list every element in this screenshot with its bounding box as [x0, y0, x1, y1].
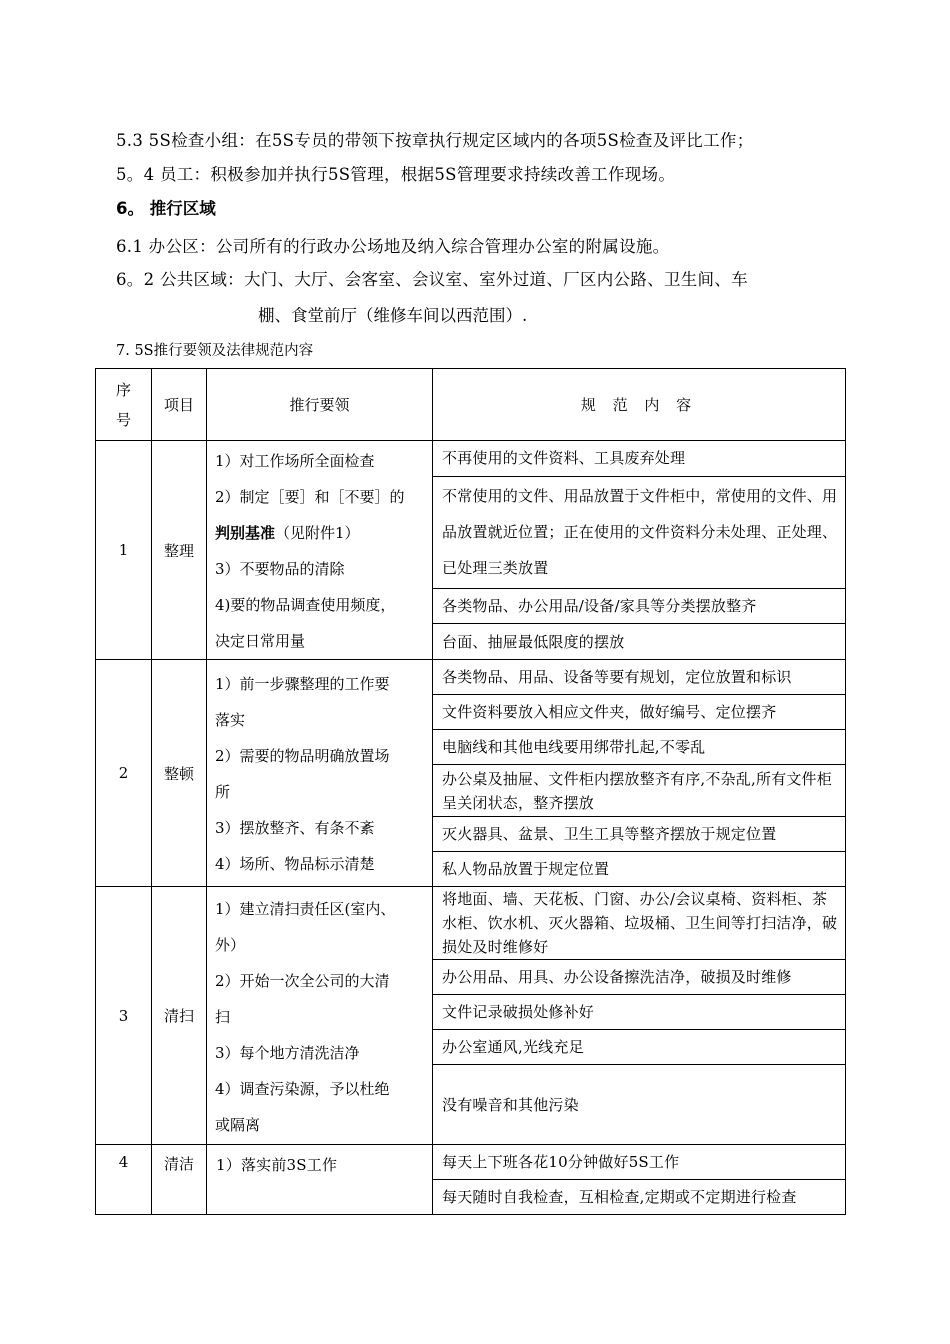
- section-heading-7: 7. 5S推行要领及法律规范内容: [116, 343, 314, 359]
- norm-cell: 文件记录破损处修补好: [433, 995, 846, 1030]
- row-key-points: 1）前一步骤整理的工作要 落实 2）需要的物品明确放置场 所 3）摆放整齐、有条不紊 4）场所、物品标示清楚: [207, 660, 433, 887]
- row-item: 整顿: [152, 660, 207, 887]
- paragraph-5-3: 5.3 5S检查小组：在5S专员的带领下按章执行规定区域内的各项5S检查及评比工作；: [116, 131, 754, 150]
- norm-cell: 每天上下班各花10分钟做好5S工作: [433, 1145, 846, 1180]
- norm-cell: 办公室通风,光线充足: [433, 1030, 846, 1065]
- table-row: [96, 660, 846, 695]
- row-seq: 2: [96, 660, 152, 887]
- norm-cell: 办公桌及抽屉、文件柜内摆放整齐有序,不杂乱,所有文件柜呈关闭状态，整齐摆放: [433, 765, 846, 817]
- paragraph-6-2-continued: 棚、食堂前厅（维修车间以西范围）.: [258, 306, 528, 325]
- norm-cell: 将地面、墙、天花板、门窗、办公/会议桌椅、资料柜、茶水柜、饮水机、灭火器箱、垃圾桶、卫生间等打扫洁净，破损处及时维修好: [433, 887, 846, 960]
- row-key-points: 1）建立清扫责任区(室内、 外） 2）开始一次全公司的大清 扫 3）每个地方清洗洁净 4）调查污染源，予以杜绝 或隔离: [207, 887, 433, 1145]
- 5s-table: [95, 368, 846, 1215]
- paragraph-6-1: 6.1 办公区：公司所有的行政办公场地及纳入综合管理办公室的附属设施。: [116, 237, 670, 256]
- norm-cell: 每天随时自我检查，互相检查,定期或不定期进行检查: [433, 1180, 846, 1215]
- row-item: 清扫: [152, 887, 207, 1145]
- norm-cell: 私人物品放置于规定位置: [433, 852, 846, 887]
- norm-cell: 电脑线和其他电线要用绑带扎起,不零乱: [433, 730, 846, 765]
- norm-cell: 没有噪音和其他污染: [433, 1065, 846, 1145]
- row-seq: 3: [96, 887, 152, 1145]
- paragraph-5-4: 5。4 员工：积极参加并执行5S管理，根据5S管理要求持续改善工作现场。: [116, 165, 676, 184]
- norm-cell: 不常使用的文件、用品放置于文件柜中，常使用的文件、用品放置就近位置；正在使用的文件资料分未处理、正处理、已处理三类放置: [433, 476, 846, 588]
- row-seq: 4: [96, 1145, 152, 1215]
- header-seq: 序 号: [96, 369, 152, 441]
- table-row: [96, 441, 846, 477]
- criteria-bold: 判别基准: [215, 524, 276, 542]
- row-key-points: 1）落实前3S工作: [207, 1145, 433, 1215]
- norm-cell: 不再使用的文件资料、工具废弃处理: [433, 441, 846, 477]
- table-header-row: [96, 369, 846, 441]
- header-key-points: 推行要领: [207, 369, 433, 441]
- norm-cell: 文件资料要放入相应文件夹，做好编号、定位摆齐: [433, 695, 846, 730]
- header-norm-content: 规 范 内 容: [433, 369, 846, 441]
- table-row: [96, 1145, 846, 1180]
- row-item: 清洁: [152, 1145, 207, 1215]
- row-key-points: 1）对工作场所全面检查 2）制定［要］和［不要］的 判别基准（见附件1） 3）不要物品的清除 4)要的物品调查使用频度， 决定日常用量: [207, 441, 433, 660]
- paragraph-6-2: 6。2 公共区域：大门、大厅、会客室、会议室、室外过道、厂区内公路、卫生间、车: [116, 270, 748, 289]
- table-row: [96, 887, 846, 960]
- norm-cell: 办公用品、用具、办公设备擦洗洁净，破损及时维修: [433, 960, 846, 995]
- norm-cell: 灭火器具、盆景、卫生工具等整齐摆放于规定位置: [433, 817, 846, 852]
- section-heading-6: 6。 推行区域: [116, 199, 216, 218]
- norm-cell: 各类物品、用品、设备等要有规划，定位放置和标识: [433, 660, 846, 695]
- norm-cell: 各类物品、办公用品/设备/家具等分类摆放整齐: [433, 588, 846, 624]
- row-item: 整理: [152, 441, 207, 660]
- row-seq: 1: [96, 441, 152, 660]
- header-item: 项目: [152, 369, 207, 441]
- norm-cell: 台面、抽屉最低限度的摆放: [433, 624, 846, 660]
